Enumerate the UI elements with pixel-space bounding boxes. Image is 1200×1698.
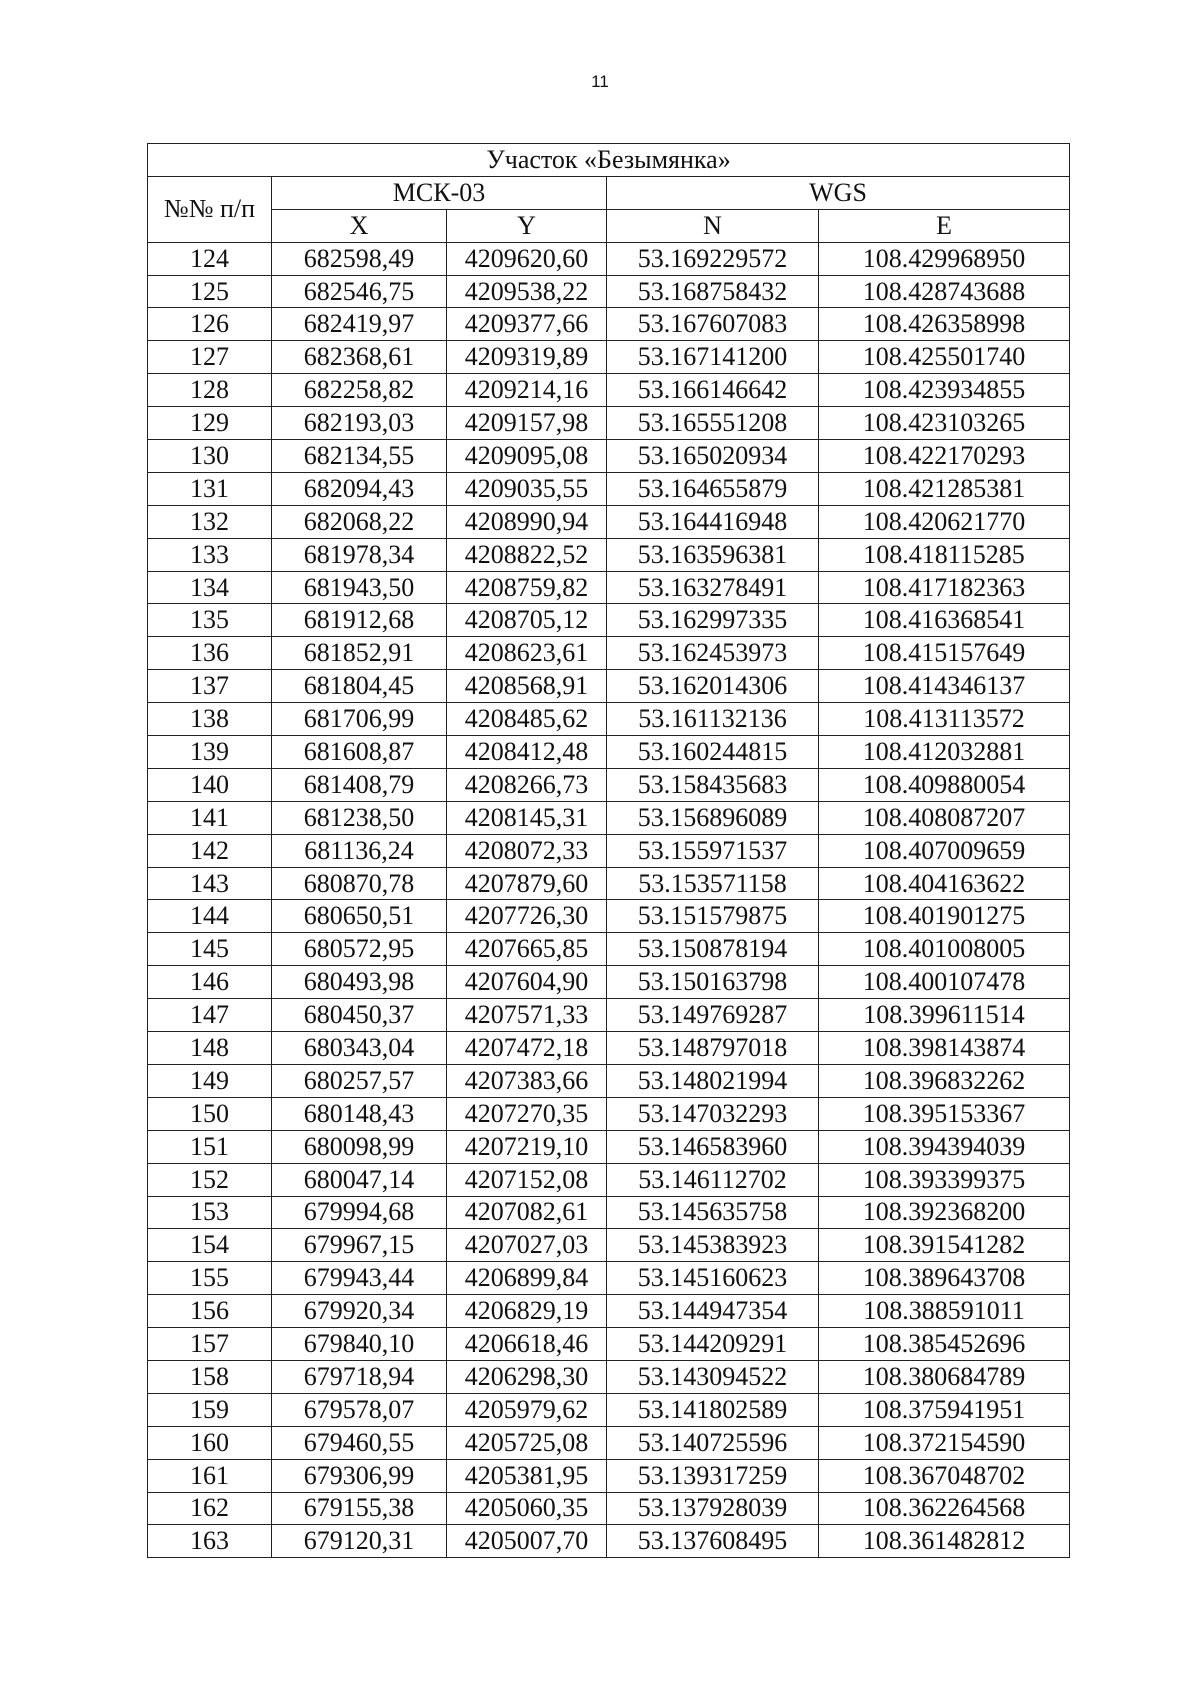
table-row	[148, 440, 1070, 473]
cell-x: 679460,55	[272, 1426, 447, 1459]
cell-n: 53.145160623	[607, 1262, 819, 1295]
page-number: 11	[591, 72, 609, 91]
table-header-row-1	[148, 176, 1070, 209]
cell-num: 144	[148, 900, 272, 933]
cell-n: 53.140725596	[607, 1426, 819, 1459]
table-row	[148, 1328, 1070, 1361]
cell-e: 108.423934855	[819, 374, 1070, 407]
cell-n: 53.147032293	[607, 1097, 819, 1130]
cell-x: 682546,75	[272, 275, 447, 308]
cell-x: 681706,99	[272, 703, 447, 736]
cell-n: 53.137608495	[607, 1525, 819, 1558]
cell-e: 108.375941951	[819, 1393, 1070, 1426]
cell-n: 53.158435683	[607, 768, 819, 801]
cell-x: 682258,82	[272, 374, 447, 407]
cell-y: 4207604,90	[447, 966, 607, 999]
cell-num: 155	[148, 1262, 272, 1295]
cell-e: 108.421285381	[819, 472, 1070, 505]
cell-num: 136	[148, 637, 272, 670]
cell-y: 4208990,94	[447, 505, 607, 538]
cell-n: 53.162453973	[607, 637, 819, 670]
table-row	[148, 867, 1070, 900]
cell-num: 128	[148, 374, 272, 407]
cell-x: 681136,24	[272, 834, 447, 867]
table-row	[148, 472, 1070, 505]
cell-num: 152	[148, 1163, 272, 1196]
cell-x: 680047,14	[272, 1163, 447, 1196]
table-row	[148, 1459, 1070, 1492]
cell-x: 679967,15	[272, 1229, 447, 1262]
cell-x: 680650,51	[272, 900, 447, 933]
cell-n: 53.146583960	[607, 1130, 819, 1163]
cell-x: 680870,78	[272, 867, 447, 900]
table-row	[148, 538, 1070, 571]
cell-x: 681608,87	[272, 736, 447, 769]
cell-num: 156	[148, 1295, 272, 1328]
cell-n: 53.155971537	[607, 834, 819, 867]
cell-x: 679840,10	[272, 1328, 447, 1361]
cell-e: 108.362264568	[819, 1492, 1070, 1525]
cell-x: 679943,44	[272, 1262, 447, 1295]
cell-e: 108.395153367	[819, 1097, 1070, 1130]
table-row	[148, 1196, 1070, 1229]
table-row	[148, 242, 1070, 275]
table-row	[148, 407, 1070, 440]
cell-num: 124	[148, 242, 272, 275]
cell-x: 680257,57	[272, 1064, 447, 1097]
cell-x: 682068,22	[272, 505, 447, 538]
cell-y: 4209157,98	[447, 407, 607, 440]
cell-n: 53.160244815	[607, 736, 819, 769]
table-row	[148, 966, 1070, 999]
cell-n: 53.150878194	[607, 933, 819, 966]
cell-y: 4206298,30	[447, 1360, 607, 1393]
cell-e: 108.426358998	[819, 308, 1070, 341]
table-row	[148, 670, 1070, 703]
cell-e: 108.422170293	[819, 440, 1070, 473]
cell-n: 53.162014306	[607, 670, 819, 703]
cell-e: 108.409880054	[819, 768, 1070, 801]
table-body	[148, 242, 1070, 1558]
cell-y: 4209377,66	[447, 308, 607, 341]
header-num: №№ п/п	[148, 176, 272, 242]
header-msk: МСК-03	[272, 176, 607, 209]
cell-num: 142	[148, 834, 272, 867]
cell-x: 682193,03	[272, 407, 447, 440]
table-row	[148, 637, 1070, 670]
cell-n: 53.165551208	[607, 407, 819, 440]
cell-y: 4208145,31	[447, 801, 607, 834]
cell-x: 682598,49	[272, 242, 447, 275]
cell-x: 681912,68	[272, 604, 447, 637]
cell-e: 108.380684789	[819, 1360, 1070, 1393]
cell-num: 137	[148, 670, 272, 703]
cell-y: 4207383,66	[447, 1064, 607, 1097]
cell-num: 129	[148, 407, 272, 440]
cell-num: 148	[148, 1032, 272, 1065]
cell-e: 108.407009659	[819, 834, 1070, 867]
cell-y: 4207571,33	[447, 999, 607, 1032]
cell-num: 154	[148, 1229, 272, 1262]
cell-y: 4206899,84	[447, 1262, 607, 1295]
cell-num: 151	[148, 1130, 272, 1163]
cell-num: 145	[148, 933, 272, 966]
cell-x: 681238,50	[272, 801, 447, 834]
cell-n: 53.137928039	[607, 1492, 819, 1525]
cell-e: 108.416368541	[819, 604, 1070, 637]
table-row	[148, 933, 1070, 966]
cell-num: 127	[148, 341, 272, 374]
cell-num: 143	[148, 867, 272, 900]
cell-num: 132	[148, 505, 272, 538]
cell-e: 108.398143874	[819, 1032, 1070, 1065]
cell-e: 108.392368200	[819, 1196, 1070, 1229]
table-row	[148, 1525, 1070, 1558]
cell-n: 53.169229572	[607, 242, 819, 275]
cell-y: 4208266,73	[447, 768, 607, 801]
table-row	[148, 801, 1070, 834]
cell-e: 108.415157649	[819, 637, 1070, 670]
table-row	[148, 1163, 1070, 1196]
cell-x: 680450,37	[272, 999, 447, 1032]
cell-y: 4209214,16	[447, 374, 607, 407]
cell-y: 4207726,30	[447, 900, 607, 933]
cell-n: 53.163278491	[607, 571, 819, 604]
cell-e: 108.418115285	[819, 538, 1070, 571]
cell-e: 108.414346137	[819, 670, 1070, 703]
cell-num: 153	[148, 1196, 272, 1229]
cell-x: 681943,50	[272, 571, 447, 604]
cell-e: 108.420621770	[819, 505, 1070, 538]
cell-x: 680148,43	[272, 1097, 447, 1130]
table-row	[148, 834, 1070, 867]
table-row	[148, 1360, 1070, 1393]
header-wgs: WGS	[607, 176, 1070, 209]
cell-y: 4205979,62	[447, 1393, 607, 1426]
cell-y: 4209538,22	[447, 275, 607, 308]
cell-e: 108.404163622	[819, 867, 1070, 900]
cell-num: 126	[148, 308, 272, 341]
cell-e: 108.361482812	[819, 1525, 1070, 1558]
table-row	[148, 1393, 1070, 1426]
cell-y: 4208705,12	[447, 604, 607, 637]
cell-num: 133	[148, 538, 272, 571]
cell-x: 679578,07	[272, 1393, 447, 1426]
cell-n: 53.161132136	[607, 703, 819, 736]
table-row	[148, 736, 1070, 769]
cell-x: 681804,45	[272, 670, 447, 703]
cell-n: 53.167607083	[607, 308, 819, 341]
header-y: Y	[447, 209, 607, 242]
cell-y: 4207219,10	[447, 1130, 607, 1163]
cell-y: 4205381,95	[447, 1459, 607, 1492]
cell-x: 682419,97	[272, 308, 447, 341]
cell-y: 4205007,70	[447, 1525, 607, 1558]
cell-e: 108.401008005	[819, 933, 1070, 966]
cell-num: 131	[148, 472, 272, 505]
cell-x: 680493,98	[272, 966, 447, 999]
cell-x: 679994,68	[272, 1196, 447, 1229]
cell-y: 4207027,03	[447, 1229, 607, 1262]
table-row	[148, 900, 1070, 933]
cell-y: 4208072,33	[447, 834, 607, 867]
table-title-row	[148, 144, 1070, 177]
cell-y: 4208759,82	[447, 571, 607, 604]
cell-y: 4209319,89	[447, 341, 607, 374]
header-x: X	[272, 209, 447, 242]
table-row	[148, 1262, 1070, 1295]
cell-y: 4208623,61	[447, 637, 607, 670]
cell-n: 53.151579875	[607, 900, 819, 933]
cell-e: 108.389643708	[819, 1262, 1070, 1295]
cell-y: 4205725,08	[447, 1426, 607, 1459]
table-row	[148, 571, 1070, 604]
header-e: E	[819, 209, 1070, 242]
cell-num: 134	[148, 571, 272, 604]
table-row	[148, 1032, 1070, 1065]
cell-y: 4206829,19	[447, 1295, 607, 1328]
cell-x: 680572,95	[272, 933, 447, 966]
cell-e: 108.394394039	[819, 1130, 1070, 1163]
cell-e: 108.417182363	[819, 571, 1070, 604]
table-row	[148, 341, 1070, 374]
cell-x: 682368,61	[272, 341, 447, 374]
cell-x: 681978,34	[272, 538, 447, 571]
cell-num: 146	[148, 966, 272, 999]
cell-num: 158	[148, 1360, 272, 1393]
cell-e: 108.385452696	[819, 1328, 1070, 1361]
cell-x: 682094,43	[272, 472, 447, 505]
cell-num: 160	[148, 1426, 272, 1459]
table-row	[148, 703, 1070, 736]
cell-y: 4208822,52	[447, 538, 607, 571]
coordinates-table	[147, 143, 1070, 1558]
cell-num: 150	[148, 1097, 272, 1130]
cell-n: 53.168758432	[607, 275, 819, 308]
cell-x: 681408,79	[272, 768, 447, 801]
cell-y: 4209095,08	[447, 440, 607, 473]
table-row	[148, 505, 1070, 538]
cell-num: 135	[148, 604, 272, 637]
table-row	[148, 374, 1070, 407]
cell-x: 680343,04	[272, 1032, 447, 1065]
cell-n: 53.141802589	[607, 1393, 819, 1426]
table-row	[148, 1492, 1070, 1525]
cell-n: 53.139317259	[607, 1459, 819, 1492]
table-row	[148, 604, 1070, 637]
cell-e: 108.429968950	[819, 242, 1070, 275]
cell-n: 53.165020934	[607, 440, 819, 473]
cell-num: 130	[148, 440, 272, 473]
table-row	[148, 1229, 1070, 1262]
table-row	[148, 999, 1070, 1032]
cell-e: 108.413113572	[819, 703, 1070, 736]
cell-e: 108.401901275	[819, 900, 1070, 933]
cell-num: 157	[148, 1328, 272, 1361]
cell-n: 53.143094522	[607, 1360, 819, 1393]
table-header-row-2	[148, 209, 1070, 242]
cell-x: 679306,99	[272, 1459, 447, 1492]
cell-y: 4207665,85	[447, 933, 607, 966]
cell-n: 53.162997335	[607, 604, 819, 637]
cell-num: 141	[148, 801, 272, 834]
cell-e: 108.408087207	[819, 801, 1070, 834]
cell-n: 53.156896089	[607, 801, 819, 834]
cell-num: 163	[148, 1525, 272, 1558]
cell-n: 53.144947354	[607, 1295, 819, 1328]
cell-n: 53.153571158	[607, 867, 819, 900]
cell-e: 108.428743688	[819, 275, 1070, 308]
cell-num: 162	[148, 1492, 272, 1525]
cell-y: 4209035,55	[447, 472, 607, 505]
cell-x: 679920,34	[272, 1295, 447, 1328]
cell-e: 108.425501740	[819, 341, 1070, 374]
cell-n: 53.145635758	[607, 1196, 819, 1229]
cell-e: 108.388591011	[819, 1295, 1070, 1328]
cell-x: 680098,99	[272, 1130, 447, 1163]
cell-x: 679155,38	[272, 1492, 447, 1525]
cell-y: 4207879,60	[447, 867, 607, 900]
cell-y: 4205060,35	[447, 1492, 607, 1525]
cell-e: 108.399611514	[819, 999, 1070, 1032]
table-row	[148, 275, 1070, 308]
cell-x: 679120,31	[272, 1525, 447, 1558]
cell-n: 53.148021994	[607, 1064, 819, 1097]
cell-y: 4207472,18	[447, 1032, 607, 1065]
cell-y: 4208412,48	[447, 736, 607, 769]
cell-y: 4206618,46	[447, 1328, 607, 1361]
cell-e: 108.367048702	[819, 1459, 1070, 1492]
cell-y: 4208485,62	[447, 703, 607, 736]
table-row	[148, 1295, 1070, 1328]
cell-e: 108.396832262	[819, 1064, 1070, 1097]
cell-e: 108.400107478	[819, 966, 1070, 999]
cell-n: 53.164416948	[607, 505, 819, 538]
cell-n: 53.167141200	[607, 341, 819, 374]
cell-e: 108.412032881	[819, 736, 1070, 769]
cell-e: 108.423103265	[819, 407, 1070, 440]
table-row	[148, 768, 1070, 801]
cell-num: 140	[148, 768, 272, 801]
cell-e: 108.391541282	[819, 1229, 1070, 1262]
cell-x: 679718,94	[272, 1360, 447, 1393]
cell-y: 4209620,60	[447, 242, 607, 275]
cell-n: 53.166146642	[607, 374, 819, 407]
cell-n: 53.149769287	[607, 999, 819, 1032]
cell-num: 138	[148, 703, 272, 736]
cell-n: 53.145383923	[607, 1229, 819, 1262]
header-n: N	[607, 209, 819, 242]
cell-n: 53.146112702	[607, 1163, 819, 1196]
cell-y: 4207270,35	[447, 1097, 607, 1130]
table-title: Участок «Безымянка»	[148, 144, 1070, 177]
cell-y: 4207152,08	[447, 1163, 607, 1196]
cell-n: 53.144209291	[607, 1328, 819, 1361]
cell-num: 161	[148, 1459, 272, 1492]
cell-num: 159	[148, 1393, 272, 1426]
cell-y: 4207082,61	[447, 1196, 607, 1229]
cell-num: 139	[148, 736, 272, 769]
cell-x: 682134,55	[272, 440, 447, 473]
table-row	[148, 1130, 1070, 1163]
cell-n: 53.164655879	[607, 472, 819, 505]
table-row	[148, 1426, 1070, 1459]
cell-num: 125	[148, 275, 272, 308]
cell-num: 149	[148, 1064, 272, 1097]
cell-e: 108.393399375	[819, 1163, 1070, 1196]
cell-num: 147	[148, 999, 272, 1032]
table-row	[148, 308, 1070, 341]
cell-n: 53.150163798	[607, 966, 819, 999]
cell-x: 681852,91	[272, 637, 447, 670]
table-row	[148, 1097, 1070, 1130]
cell-e: 108.372154590	[819, 1426, 1070, 1459]
cell-n: 53.163596381	[607, 538, 819, 571]
cell-n: 53.148797018	[607, 1032, 819, 1065]
cell-y: 4208568,91	[447, 670, 607, 703]
table-row	[148, 1064, 1070, 1097]
